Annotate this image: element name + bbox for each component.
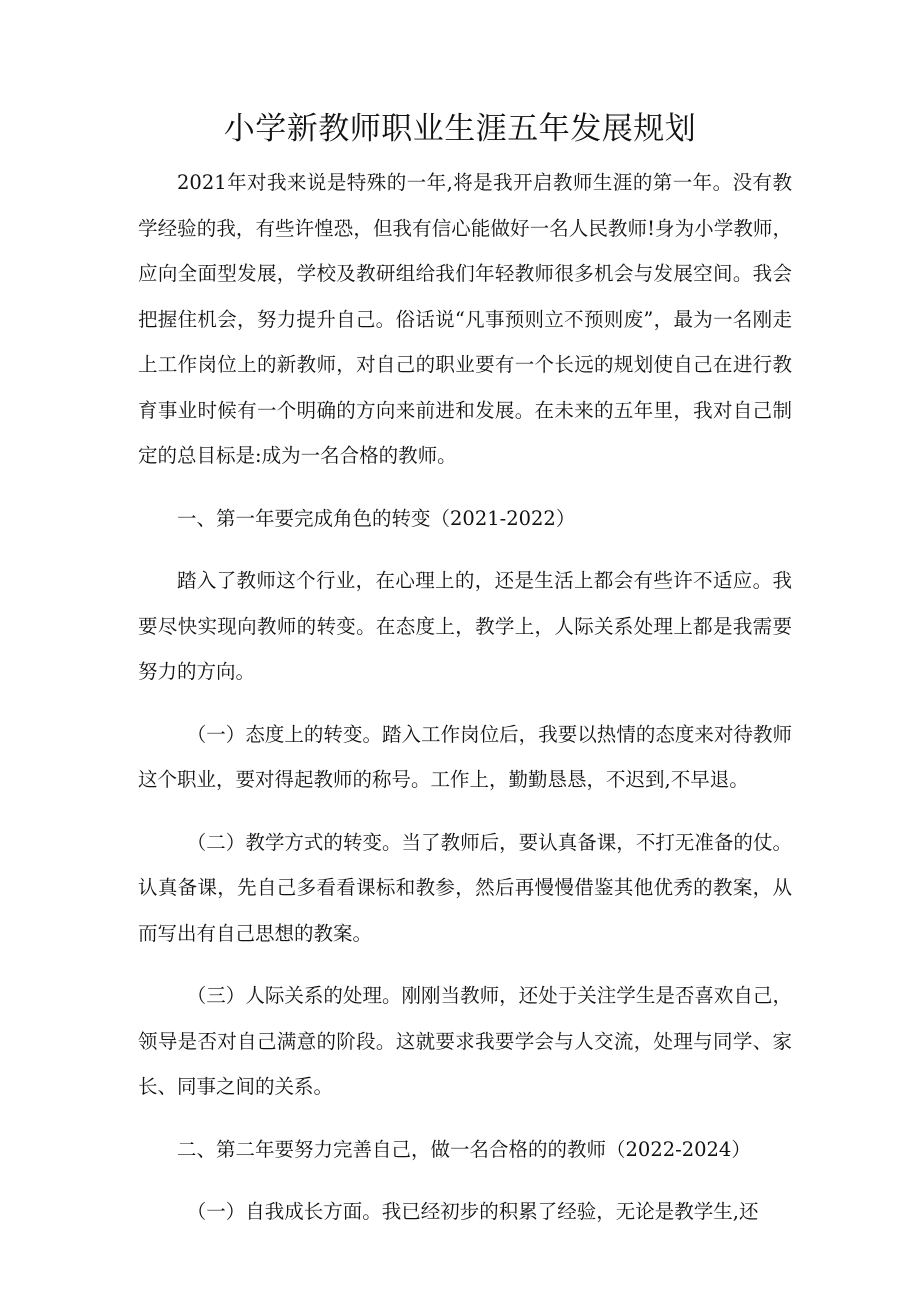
document-body (138, 160, 792, 1252)
section-heading-year-two: 二、第二年要努力完善自己，做一名合格的的教师（2022-2024） (177, 1137, 751, 1161)
section-heading-year-one: 一、第一年要完成角色的转变（2021-2022） (177, 506, 576, 530)
paragraph-interpersonal-relations: （三）人际关系的处理。刚刚当教师，还处于关注学生是否喜欢自己，领导是否对自己满意的阶段。这就要求我要学会与人交流，处理与同学、家长、同事之间的关系。 (138, 984, 792, 1098)
paragraph-intro: 2021年对我来说是特殊的一年,将是我开启教师生涯的第一年。没有教学经验的我，有些许惶恐，但我有信心能做好一名人民教师!身为小学教师，应向全面型发展，学校及教研组给我们年轻教师很多机会与发展空间。我会把握住机会，努力提升自己。俗话说“凡事预则立不预则废”，最为一名刚走上工作岗位上的新教师，对自己的职业要有一个长远的规划使自己在进行教育事业时候有一个明确的方向来前进和发展。在未来的五年里，我对自己制定的总目标是:成为一名合格的教师。 (138, 171, 792, 467)
document-title: 小学新教师职业生涯五年发展规划 (223, 111, 697, 147)
paragraph-year-one-overview: 踏入了教师这个行业，在心理上的，还是生活上都会有些许不适应。我要尽快实现向教师的转变。在态度上，教学上，人际关系处理上都是我需要努力的方向。 (138, 569, 792, 683)
paragraph-attitude-change: （一）态度上的转变。踏入工作岗位后，我要以热情的态度来对待教师这个职业，要对得起教师的称号。工作上，勤勤恳恳，不迟到,不早退。 (138, 722, 792, 791)
paragraph-teaching-method-change: （二）教学方式的转变。当了教师后，要认真备课，不打无准备的仗。认真备课，先自己多看看课标和教参，然后再慢慢借鉴其他优秀的教案，从而写出有自己思想的教案。 (138, 830, 792, 945)
paragraph-self-growth: （一）自我成长方面。我已经初步的积累了经验，无论是教学生,还 (186, 1200, 759, 1223)
